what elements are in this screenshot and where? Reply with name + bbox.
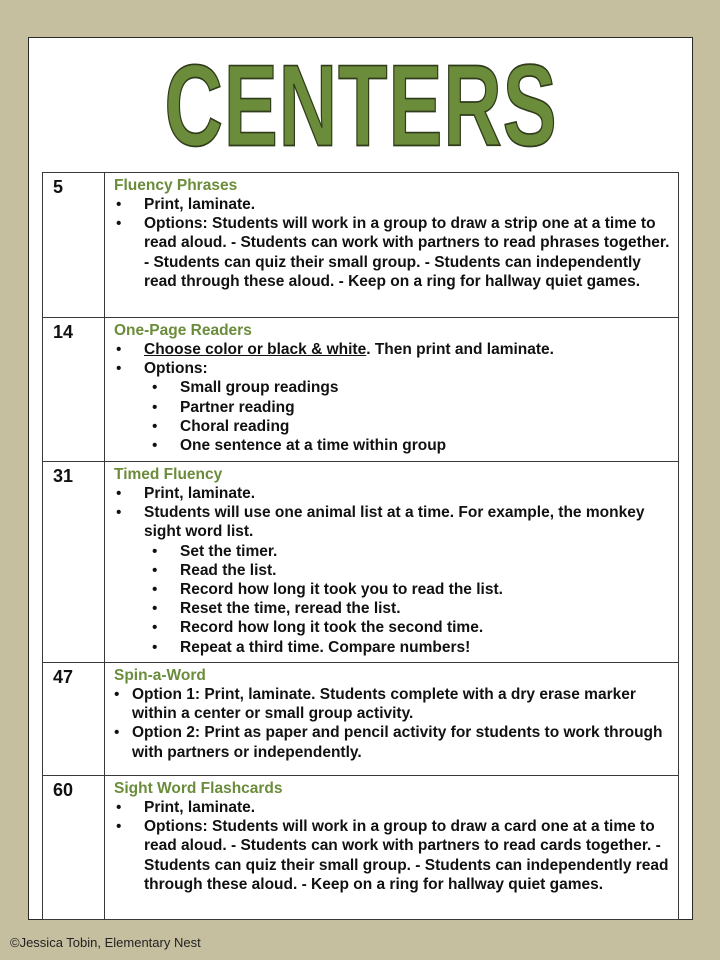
row-content [105,318,679,462]
bullet-list [114,798,672,894]
row-content [105,663,679,776]
table-row [43,173,679,318]
sub-bullet-list [114,378,672,455]
row-content [105,173,679,318]
bullet-list [114,340,672,378]
sub-list-item: • Partner reading [114,398,672,417]
list-item-text: . Then print and laminate. [366,341,554,358]
table-row [43,462,679,663]
bullet-list [114,195,672,291]
sub-list-item: • Reset the time, reread the list. [114,599,672,618]
section-heading: Spin-a-Word [114,667,206,684]
list-item: • Students will use one animal list at a time. For example, the monkey sight word list. [114,503,672,541]
section-heading: Fluency Phrases [114,177,238,194]
section-heading: One-Page Readers [114,322,252,339]
row-content [105,462,679,663]
bullet-list [114,484,672,542]
list-item: • Options: Students will work in a group to draw a card one at a time to read aloud. - Students can work with partners to read cards together. - Students can quiz their small group. - Students can independently read through these aloud. - Keep on a ring for hallway quiet games. [114,817,672,894]
sub-list-item: • Small group readings [114,378,672,397]
sub-bullet-list [114,542,672,657]
sub-list-item: • Record how long it took the second time. [114,618,672,637]
list-item: • Option 2: Print as paper and pencil activity for students to work through with partners or independently. [114,723,672,761]
centers-table [42,172,679,920]
page-title: CENTERS [163,41,558,172]
document-page [28,37,693,920]
list-item [114,340,672,359]
sub-list-item: • Read the list. [114,561,672,580]
page-number: 47 [43,663,105,776]
section-heading: Sight Word Flashcards [114,780,283,797]
sub-list-item: • Repeat a third time. Compare numbers! [114,638,672,657]
list-item: • Options: [114,359,672,378]
list-item: • Print, laminate. [114,798,672,817]
list-item: • Options: Students will work in a group to draw a strip one at a time to read aloud. - Students can work with partners to read phrases together. - Students can quiz their small group. - Students can independently read through these aloud. - Keep on a ring for hallway quiet games. [114,214,672,291]
row-content [105,776,679,920]
list-item: • Option 1: Print, laminate. Students complete with a dry erase marker within a center or small group activity. [114,685,672,723]
sub-list-item: • Choral reading [114,417,672,436]
underlined-text: Choose color or black & white [144,341,367,358]
sub-list-item: • Record how long it took you to read the list. [114,580,672,599]
table-row [43,776,679,920]
page-number: 31 [43,462,105,663]
page-number: 5 [43,173,105,318]
bullet-list [114,685,672,762]
title-wrap [29,41,692,173]
page-number: 14 [43,318,105,462]
copyright-notice: ©Jessica Tobin, Elementary Nest [10,935,201,950]
list-item: • Print, laminate. [114,484,672,503]
table-row [43,663,679,776]
table-row [43,318,679,462]
sub-list-item: • Set the timer. [114,542,672,561]
sub-list-item: • One sentence at a time within group [114,436,672,455]
section-heading: Timed Fluency [114,466,223,483]
list-item: • Print, laminate. [114,195,672,214]
page-number: 60 [43,776,105,920]
